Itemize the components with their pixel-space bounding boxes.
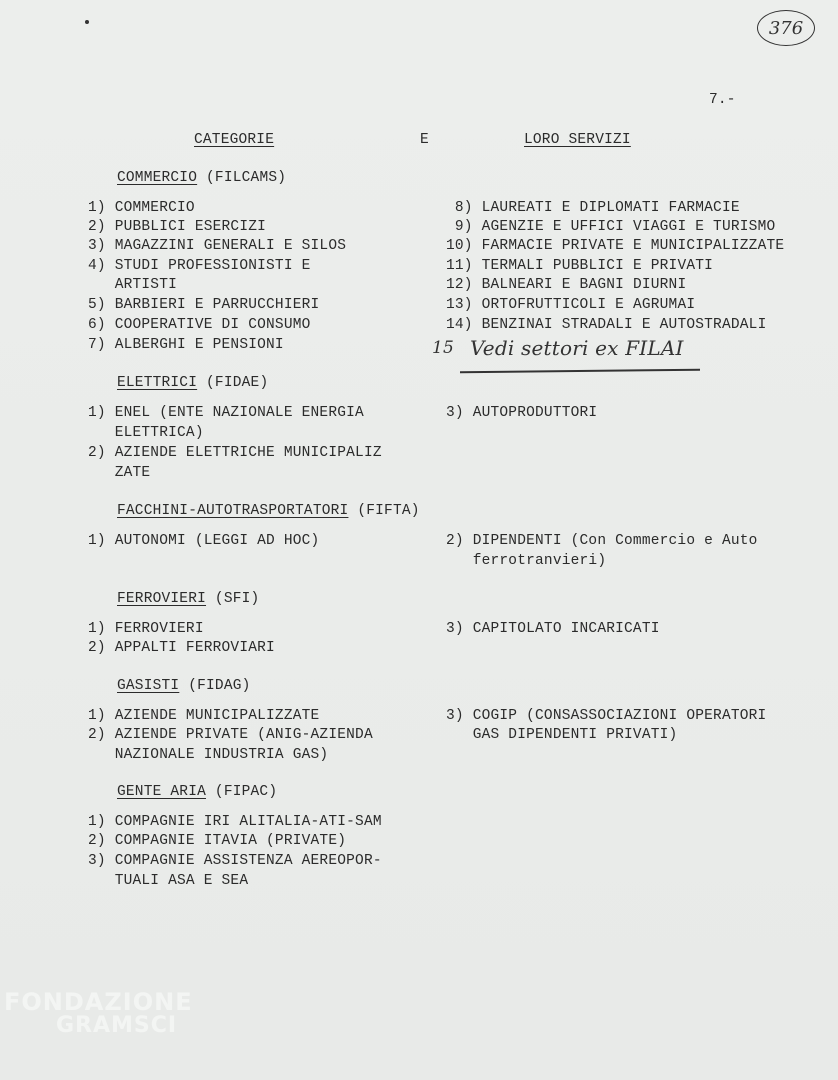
list-item: 11) TERMALI PUBBLICI E PRIVATI [446,258,714,274]
list-item: 2) AZIENDE PRIVATE (ANIG-AZIENDA [88,727,373,743]
list-item: 3) COMPAGNIE ASSISTENZA AEREOPOR- [88,853,382,869]
list-item: 6) COOPERATIVE DI CONSUMO [88,317,311,333]
list-item: 1) AZIENDE MUNICIPALIZZATE [88,708,320,724]
handwritten-num: 15 [432,338,455,358]
list-item: 7) ALBERGHI E PENSIONI [88,337,284,353]
list-item: 2) APPALTI FERROVIARI [88,640,275,656]
section-heading-ferrovieri: FERROVIERI (SFI) [117,591,260,607]
list-item: 10) FARMACIE PRIVATE E MUNICIPALIZZATE [446,238,785,254]
list-item: 13) ORTOFRUTTICOLI E AGRUMAI [446,297,696,313]
list-item: 3) MAGAZZINI GENERALI E SILOS [88,238,347,254]
list-item: ZATE [88,465,151,481]
header-categorie: CATEGORIE [194,132,275,148]
handwritten-underline [460,369,700,373]
list-item: 3) COGIP (CONSASSOCIAZIONI OPERATORI [446,708,767,724]
watermark-logo: FONDAZIONE GRAMSCI [4,988,193,1038]
list-item: NAZIONALE INDUSTRIA GAS) [88,747,329,763]
section-heading-commercio: COMMERCIO (FILCAMS) [117,170,287,186]
list-item: 1) COMPAGNIE IRI ALITALIA-ATI-SAM [88,814,382,830]
list-item: GAS DIPENDENTI PRIVATI) [446,727,678,743]
section-heading-facchini: FACCHINI-AUTOTRASPORTATORI (FIFTA) [117,503,420,519]
list-item: 12) BALNEARI E BAGNI DIURNI [446,277,687,293]
list-item: ARTISTI [88,277,178,293]
list-item: ELETTRICA) [88,425,204,441]
header-servizi: LORO SERVIZI [524,132,631,148]
list-item: 2) COMPAGNIE ITAVIA (PRIVATE) [88,833,347,849]
list-item: 9) AGENZIE E UFFICI VIAGGI E TURISMO [446,219,776,235]
list-item: 2) DIPENDENTI (Con Commercio e Auto [446,533,758,549]
list-item: 4) STUDI PROFESSIONISTI E [88,258,311,274]
list-item: 2) AZIENDE ELETTRICHE MUNICIPALIZ [88,445,382,461]
list-item: 1) AUTONOMI (LEGGI AD HOC) [88,533,320,549]
section-heading-gente-aria: GENTE ARIA (FIPAC) [117,784,278,800]
list-item: ferrotranvieri) [446,553,607,569]
list-item: 3) AUTOPRODUTTORI [446,405,598,421]
list-item: 8) LAUREATI E DIPLOMATI FARMACIE [446,200,740,216]
page-number: 7.- [709,92,736,108]
ink-dot [85,20,89,24]
list-item: 1) COMMERCIO [88,200,195,216]
list-item: 14) BENZINAI STRADALI E AUTOSTRADALI [446,317,767,333]
list-item: 1) ENEL (ENTE NAZIONALE ENERGIA [88,405,364,421]
list-item: 3) CAPITOLATO INCARICATI [446,621,660,637]
list-item: TUALI ASA E SEA [88,873,249,889]
section-heading-gasisti: GASISTI (FIDAG) [117,678,251,694]
header-e: E [420,132,429,148]
list-item: 2) PUBBLICI ESERCIZI [88,219,267,235]
section-heading-elettrici: ELETTRICI (FIDAE) [117,375,269,391]
list-item: 5) BARBIERI E PARRUCCHIERI [88,297,320,313]
handwritten-note: Vedi settori ex FILAI [470,336,684,360]
archive-number-stamp: 376 [757,10,815,46]
list-item: 1) FERROVIERI [88,621,204,637]
